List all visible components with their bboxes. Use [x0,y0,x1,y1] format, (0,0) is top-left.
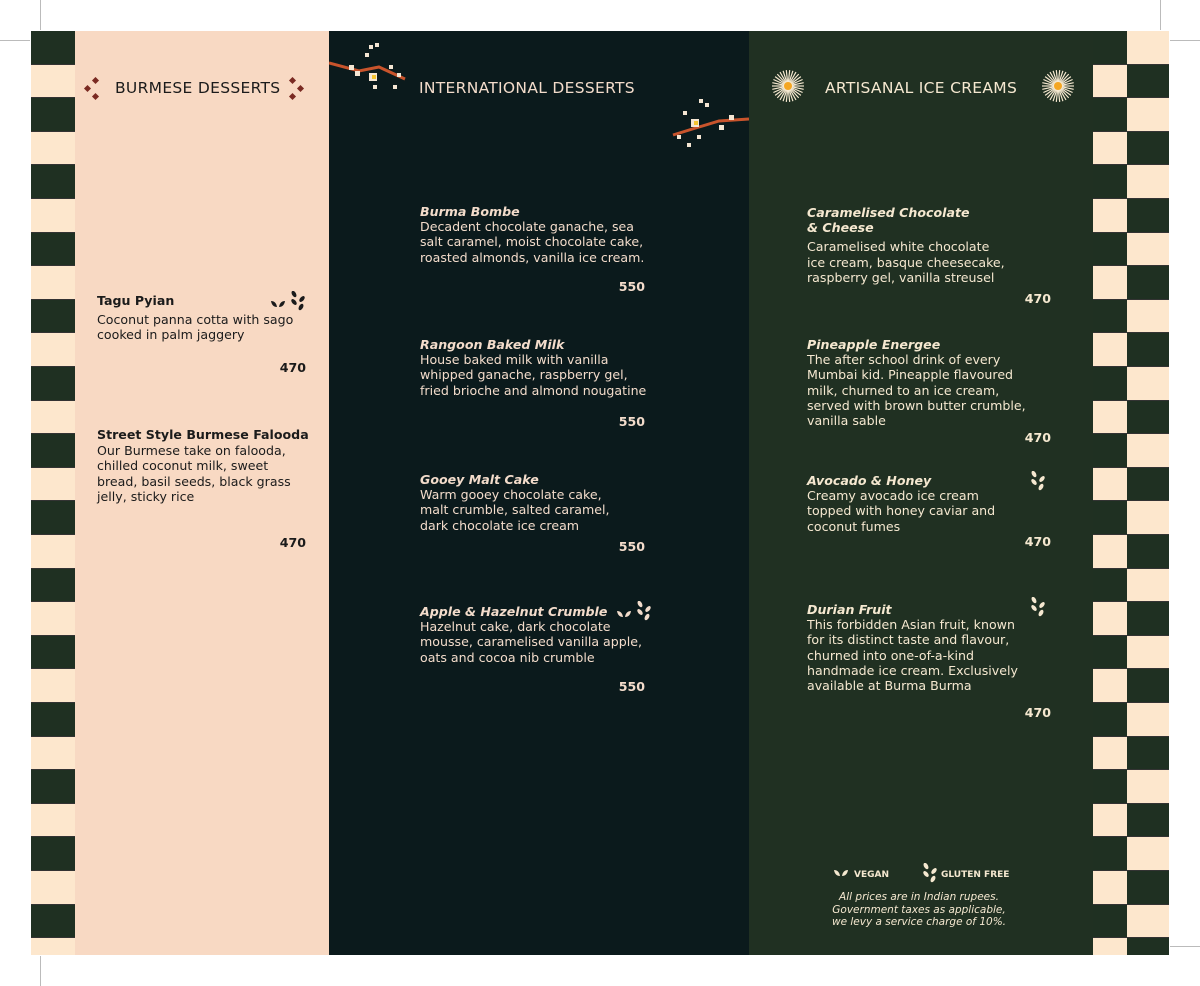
checker-square [1093,602,1127,636]
item-price: 550 [618,279,645,294]
checker-square [31,333,75,367]
gluten-free-icon [1031,471,1045,495]
checker-square [31,165,75,199]
gluten-free-icon [923,863,937,886]
checker-square [1093,535,1127,569]
menu-item [97,427,317,504]
item-description: Caramelised white chocolate ice cream, basque cheesecake, raspberry gel, vanilla streusel [807,239,1005,285]
checker-square [1127,98,1169,132]
checker-square [1127,770,1169,804]
menu-item [420,204,670,265]
menu-item [807,205,1047,285]
vegan-icon [617,604,631,623]
item-name: Apple & Hazelnut Crumble [420,604,608,619]
checker-square [31,300,75,334]
checker-square [1127,905,1169,939]
checker-square [31,65,75,99]
item-name: Burma Bombe [420,204,520,219]
checker-square [31,199,75,233]
checker-square [1093,300,1127,334]
item-name: Street Style Burmese Falooda [97,427,309,442]
checker-square [1127,300,1169,334]
item-description: Decadent chocolate ganache, sea salt caramel, moist chocolate cake, roasted almonds, vanilla ice cream. [420,219,645,265]
item-price: 550 [618,679,645,694]
blossom-branch-icon [669,95,749,151]
checker-square [31,669,75,703]
checker-square [1127,535,1169,569]
checker-square [1093,434,1127,468]
checker-square [1093,636,1127,670]
checker-square [1127,65,1169,99]
checker-square [1093,837,1127,871]
checker-square [1127,468,1169,502]
gluten-free-icon [637,601,651,625]
checker-square [1127,737,1169,771]
checker-square [1093,333,1127,367]
checker-square [31,905,75,939]
sunburst-icon [771,69,805,107]
checker-square [1127,636,1169,670]
checker-square [31,569,75,603]
menu-item [807,473,1047,534]
item-price: 470 [1024,430,1051,445]
item-name: Pineapple Energee [807,337,941,352]
checker-square [1127,31,1169,65]
checker-square [1127,669,1169,703]
menu-item [420,472,670,533]
checker-square [31,367,75,401]
checker-square [1093,703,1127,737]
checker-square [1127,367,1169,401]
pricing-note: All prices are in Indian rupees. Government taxes as applicable, we levy a service charge of 10%. [831,891,1007,928]
international-desserts-panel [329,31,749,955]
burmese-desserts-panel [75,31,329,955]
checker-square [1093,233,1127,267]
checker-square [1127,434,1169,468]
checker-square [31,468,75,502]
checker-square [1127,233,1169,267]
checker-square [31,31,75,65]
item-price: 470 [279,360,306,375]
checker-square [1093,501,1127,535]
item-price: 550 [618,414,645,429]
checker-square [31,132,75,166]
checker-square [1093,132,1127,166]
checker-square [1127,266,1169,300]
checker-square [1093,468,1127,502]
item-description: House baked milk with vanilla whipped ganache, raspberry gel, fried brioche and almond nougatine [420,352,647,398]
checker-square [1127,401,1169,435]
checker-square [1127,837,1169,871]
checker-square [1127,501,1169,535]
checker-square [1093,871,1127,905]
checker-square [31,804,75,838]
checker-square [31,434,75,468]
checker-square [1093,569,1127,603]
checker-square [31,770,75,804]
checker-square [1127,602,1169,636]
checker-square [31,737,75,771]
checker-square [31,233,75,267]
checker-square [1093,905,1127,939]
sunburst-icon [1041,69,1075,107]
checker-square [31,871,75,905]
diamond-ornament-icon [83,77,103,101]
artisanal-ice-creams-panel [749,31,1093,955]
checker-square [1093,938,1127,955]
item-description: Coconut panna cotta with sago cooked in palm jaggery [97,312,294,343]
checker-square [1093,367,1127,401]
gluten-free-icon [1031,597,1045,621]
checker-square [31,98,75,132]
item-description: Warm gooey chocolate cake, malt crumble, salted caramel, dark chocolate ice cream [420,487,610,533]
item-price: 550 [618,539,645,554]
checker-square [1127,871,1169,905]
checker-square [31,703,75,737]
menu-item [807,337,1047,428]
checker-square [1127,703,1169,737]
item-name: Gooey Malt Cake [420,472,539,487]
checker-square [1093,165,1127,199]
checker-square [1093,266,1127,300]
checker-square [1093,65,1127,99]
checker-square [1093,31,1127,65]
menu-page [31,31,1169,955]
checker-square [1127,199,1169,233]
item-name: Tagu Pyian [97,293,175,308]
item-description: Hazelnut cake, dark chocolate mousse, caramelised vanilla apple, oats and cocoa nib crumble [420,619,643,665]
checker-square [1127,165,1169,199]
checker-square [1093,770,1127,804]
gluten-free-icon [291,291,305,315]
checker-square [31,602,75,636]
checker-square [1093,401,1127,435]
checker-square [31,636,75,670]
menu-item [420,337,670,398]
left-checker-border [31,31,75,955]
item-price: 470 [1024,705,1051,720]
item-name: Durian Fruit [807,602,892,617]
checker-square [31,266,75,300]
item-description: This forbidden Asian fruit, known for its distinct taste and flavour, churned into one-of-a-kind handmade ice cream. Exclusively available at Burma Burma [807,617,1018,694]
item-price: 470 [279,535,306,550]
checker-square [1127,938,1169,955]
checker-square [31,535,75,569]
vegan-label: VEGAN [854,869,889,880]
item-description: Creamy avocado ice cream topped with honey caviar and coconut fumes [807,488,996,534]
item-price: 470 [1024,534,1051,549]
checker-square [1093,804,1127,838]
checker-square [1127,333,1169,367]
diamond-ornament-icon [287,77,307,101]
checker-square [1093,98,1127,132]
vegan-icon [271,294,285,313]
checker-square [1127,132,1169,166]
checker-square [31,837,75,871]
blossom-branch-icon [329,41,409,97]
checker-square [1127,804,1169,838]
item-description: Our Burmese take on falooda, chilled coconut milk, sweet bread, basil seeds, black grass jelly, sticky rice [97,443,291,504]
menu-item [807,602,1047,693]
checker-square [1093,737,1127,771]
item-name: Caramelised Chocolate & Cheese [807,205,970,236]
item-description: The after school drink of every Mumbai kid. Pineapple flavoured milk, churned to an ice cream, served with brown butter crumble, vanilla sable [807,352,1026,429]
checker-square [31,938,75,955]
item-name: Rangoon Baked Milk [420,337,565,352]
checker-square [31,401,75,435]
checker-square [31,501,75,535]
item-name: Avocado & Honey [807,473,932,488]
right-checker-border [1093,31,1169,955]
checker-square [1093,669,1127,703]
section-title: ARTISANAL ICE CREAMS [825,79,1018,97]
item-price: 470 [1024,291,1051,306]
checker-square [1093,199,1127,233]
checker-square [1127,569,1169,603]
gluten-free-label: GLUTEN FREE [941,869,1010,880]
section-title: BURMESE DESSERTS [115,79,281,97]
vegan-icon [834,868,848,881]
section-title: INTERNATIONAL DESSERTS [419,79,635,97]
dietary-legend [834,863,1009,886]
